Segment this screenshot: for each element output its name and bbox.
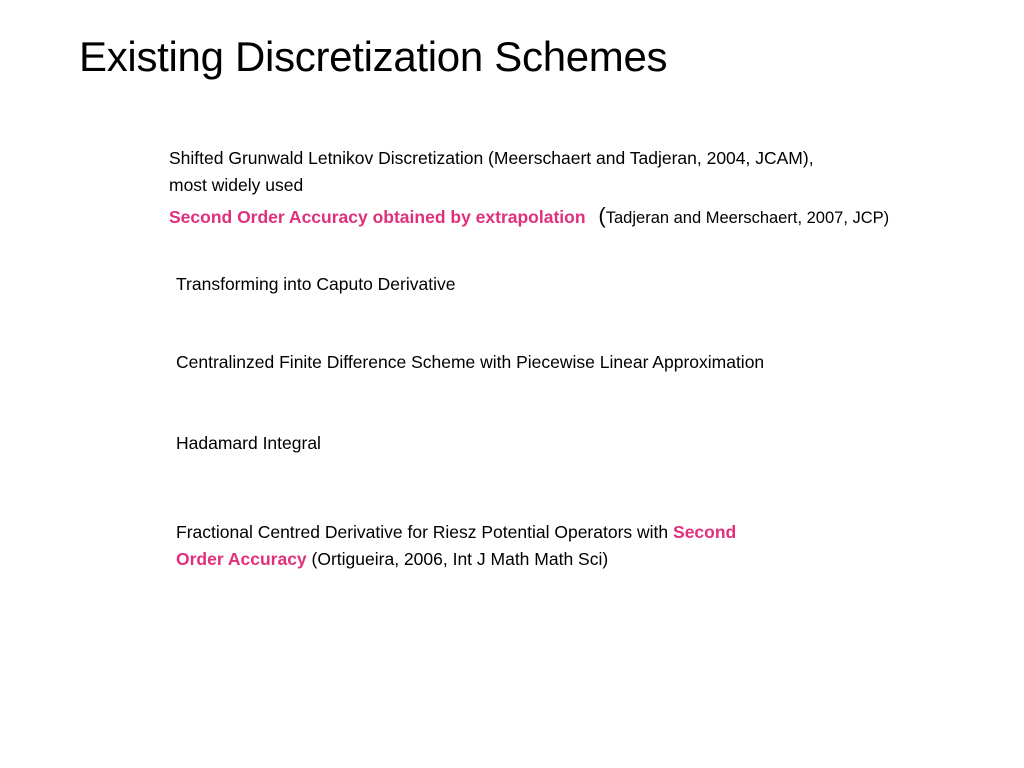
order-accuracy-highlight: Order Accuracy [176,549,307,569]
fractional-line-2 [176,546,608,573]
tadjeran-2007-citation: Tadjeran and Meerschaert, 2007, JCP) [605,209,890,227]
fractional-line-1 [176,519,736,546]
hadamard-item: Hadamard Integral [176,433,321,453]
centralized-fd-item: Centralinzed Finite Difference Scheme with Piecewise Linear Approximation [176,352,765,372]
ortigueira-citation: (Ortigueira, 2006, Int J Math Math Sci) [306,549,609,569]
second-highlight: Second [673,522,737,542]
citation-open-paren: ( [598,203,606,228]
grunwald-line-2: most widely used [169,175,304,195]
slide-title: Existing Discretization Schemes [79,33,668,80]
grunwald-line-3 [169,202,889,232]
caputo-item: Transforming into Caputo Derivative [176,274,456,294]
fractional-text: Fractional Centred Derivative for Riesz Potential Operators with [176,522,674,542]
grunwald-line-1: Shifted Grunwald Letnikov Discretization (Meerschaert and Tadjeran, 2004, JCAM), [169,148,814,168]
second-order-extrapolation-highlight: Second Order Accuracy obtained by extrapolation [169,207,586,227]
